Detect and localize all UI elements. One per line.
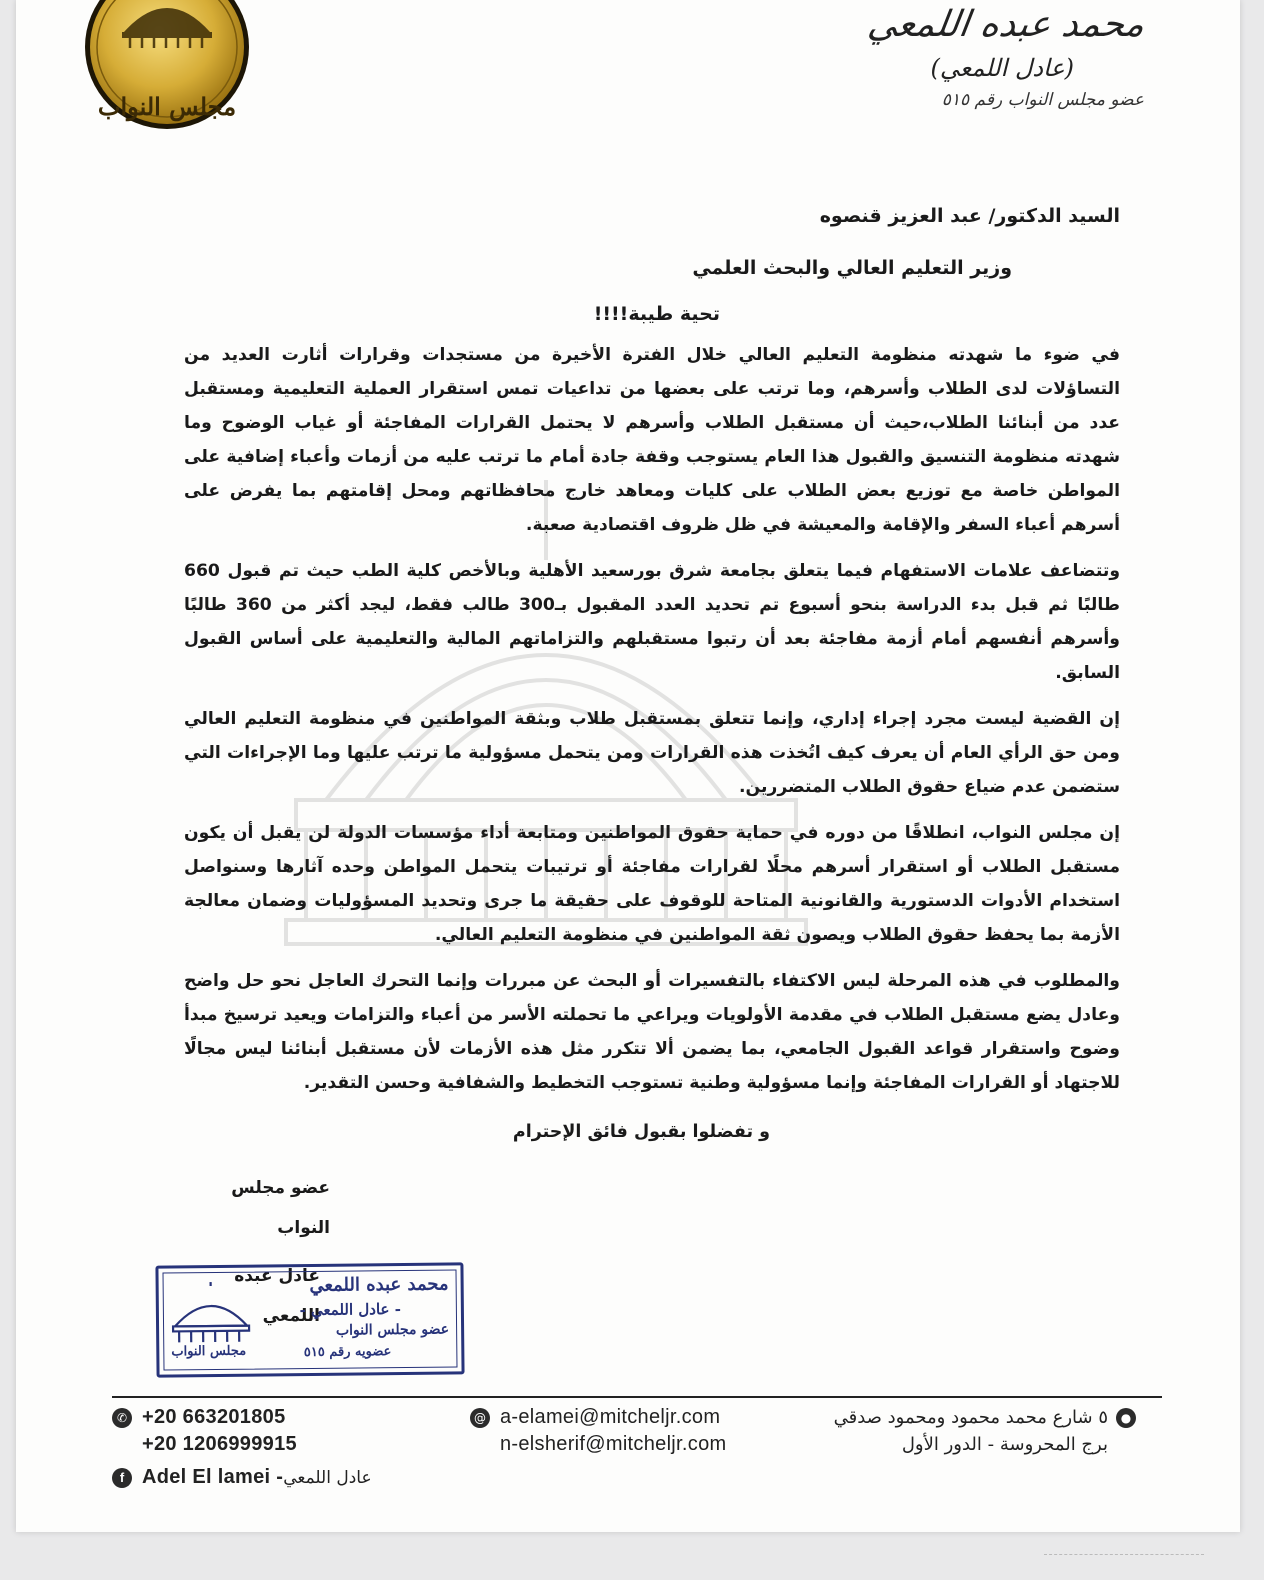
location-pin-icon: ● xyxy=(1116,1408,1136,1428)
email-row-2 xyxy=(470,1431,726,1458)
paragraph-3: إن القضية ليست مجرد إجراء إداري، وإنما تتعلق بمستقبل طلاب وبثقة المواطنين في منظومة التعليم العالي ومن حق الرأي العام أن يعرف كيف اتُخذت هذه القرارات ومن يتحمل مسؤولية ما ترتب عليها وما الإجراءات التي ستضمن عدم ضياع حقوق الطلاب المتضررين. xyxy=(184,709,1120,797)
signature-name: محمد عبده اللمعي xyxy=(864,4,1147,45)
handwritten-signature-header xyxy=(864,0,1147,114)
stamp-nickname: - عادل اللمعي - xyxy=(299,1300,401,1320)
paragraph-4: إن مجلس النواب، انطلاقًا من دوره في حماية حقوق المواطنين ومتابعة أداء مؤسسات الدولة لن يقبل أن يكون مستقبل الطلاب أو استقرار أسرهم محلًا لقرارات مفاجئة أو ترتيبات يتحمل المواطن وحده آثارها وسنواصل استخدام الأدوات الدستورية والقانونية المتاحة للوقوف على حقيقة ما جرى وتحديد المسؤوليات وضمان معالجة الأزمة بما يحفظ حقوق الطلاب ويصون ثقة المواطنين في منظومة التعليم العالي. xyxy=(184,823,1120,945)
signer-title: عضو مجلس النواب xyxy=(231,1178,330,1238)
facebook-name-arabic[interactable]: عادل اللمعي xyxy=(283,1467,372,1488)
paragraph-2: وتتضاعف علامات الاستفهام فيما يتعلق بجامعة شرق بورسعيد الأهلية وبالأخص كلية الطب حيث تم قبول 660 طالبًا ثم قبل بدء الدراسة بنحو أسبوع تم تحديد العدد المقبول بـ300 طالب فقط، ليجد أكثر من 360 طالبًا وأسرهم أنفسهم أمام أزمة مفاجئة بعد أن رتبوا مستقبلهم والتزاماتهم المالية والتعليمية على أساس القبول السابق. xyxy=(184,561,1120,683)
stamp-emblem-label: مجلس النواب xyxy=(171,1343,247,1360)
phone-row-2 xyxy=(112,1431,372,1458)
greeting: تحية طيبة!!!! xyxy=(593,303,720,325)
seal-label: مجلس النواب xyxy=(97,92,237,121)
official-stamp xyxy=(155,1262,464,1377)
address-row-2 xyxy=(834,1431,1136,1458)
address-row xyxy=(834,1404,1136,1431)
letter-page xyxy=(16,0,1240,1532)
phone-row xyxy=(112,1404,372,1431)
phone-icon: ✆ xyxy=(112,1408,132,1428)
address-line-1: ٥ شارع محمد محمود ومحمود صدقي xyxy=(833,1407,1108,1428)
stamp-membership: عضويه رقم ٥١٥ xyxy=(303,1344,392,1361)
facebook-row xyxy=(112,1464,372,1491)
footer-address xyxy=(834,1404,1136,1458)
email-1[interactable]: a-elamei@mitcheljr.com xyxy=(500,1406,721,1428)
paragraph-5: والمطلوب في هذه المرحلة ليس الاكتفاء بالتفسيرات أو البحث عن مبررات وإنما التحرك العاجل نحو حل واضح وعادل يضع مستقبل الطلاب في مقدمة الأولويات ويراعي ما تحملته الأسر من أعباء والتزامات ويعيد ترسيخ مبدأ وضوح واستقرار قواعد القبول الجامعي، بما يضمن ألا تتكرر مثل هذه الأزمات لأن مستقبل أبنائنا ليس مجالًا للاجتهاد أو القرارات المفاجئة وإنما مسؤولية وطنية تستوجب التخطيط والشفافية وحسن التقدير. xyxy=(184,971,1120,1093)
recipient-title: وزير التعليم العالي والبحث العلمي xyxy=(692,257,1012,279)
scan-edge-mark xyxy=(1044,1554,1204,1575)
email-icon: @ xyxy=(470,1408,490,1428)
email-row xyxy=(470,1404,726,1431)
phone-number-2[interactable]: +20 1206999915 xyxy=(142,1433,297,1455)
address-line-2: برج المحروسة - الدور الأول xyxy=(901,1434,1108,1455)
footer-divider xyxy=(112,1396,1162,1398)
email-2[interactable]: n-elsherif@mitcheljr.com xyxy=(500,1433,727,1455)
facebook-icon: f xyxy=(112,1468,132,1488)
signature-nickname: (عادل اللمعي) xyxy=(930,54,1074,82)
paragraph-1: في ضوء ما شهدته منظومة التعليم العالي خلال الفترة الأخيرة من مستجدات وقرارات أثارت العديد من التساؤلات لدى الطلاب وأسرهم، وما ترتب على بعضها من تداعيات تمس استقرار العملية التعليمية ومستقبل عدد من أبنائنا الطلاب،حيث أن مستقبل الطلاب وأسرهم لا يحتمل القرارات المفاجئة أو غياب الوضوح وما شهدته منظومة التنسيق والقبول هذا العام يستوجب وقفة جادة أمام ما ترتب عليه من أزمات وأعباء إضافية على المواطن خاصة مع توزيع بعض الطلاب على كليات ومعاهد خارج محافظاتهم ومحل إقامتهم بما يفرض على أسرهم أعباء السفر والإقامة والمعيشة في ظل ظروف اقتصادية صعبة. xyxy=(184,345,1120,535)
stamp-role: عضو مجلس النواب xyxy=(335,1321,450,1339)
letter-body xyxy=(184,196,1120,1336)
recipient-name: السيد الدكتور/ عبد العزيز قنصوه xyxy=(819,205,1120,227)
closing-line: و تفضلوا بقبول فائق الإحترام xyxy=(512,1122,770,1142)
facebook-name-latin[interactable]: Adel El lamei - xyxy=(142,1466,284,1488)
signature-membership: عضو مجلس النواب رقم ٥١٥ xyxy=(941,90,1144,110)
phone-number-1[interactable]: +20 663201805 xyxy=(142,1406,286,1428)
signer-name: عادل عبده اللمعي xyxy=(234,1266,320,1326)
footer-contacts xyxy=(112,1404,372,1491)
footer-emails xyxy=(470,1404,726,1458)
stamp-name: محمد عبده اللمعي xyxy=(309,1273,449,1297)
